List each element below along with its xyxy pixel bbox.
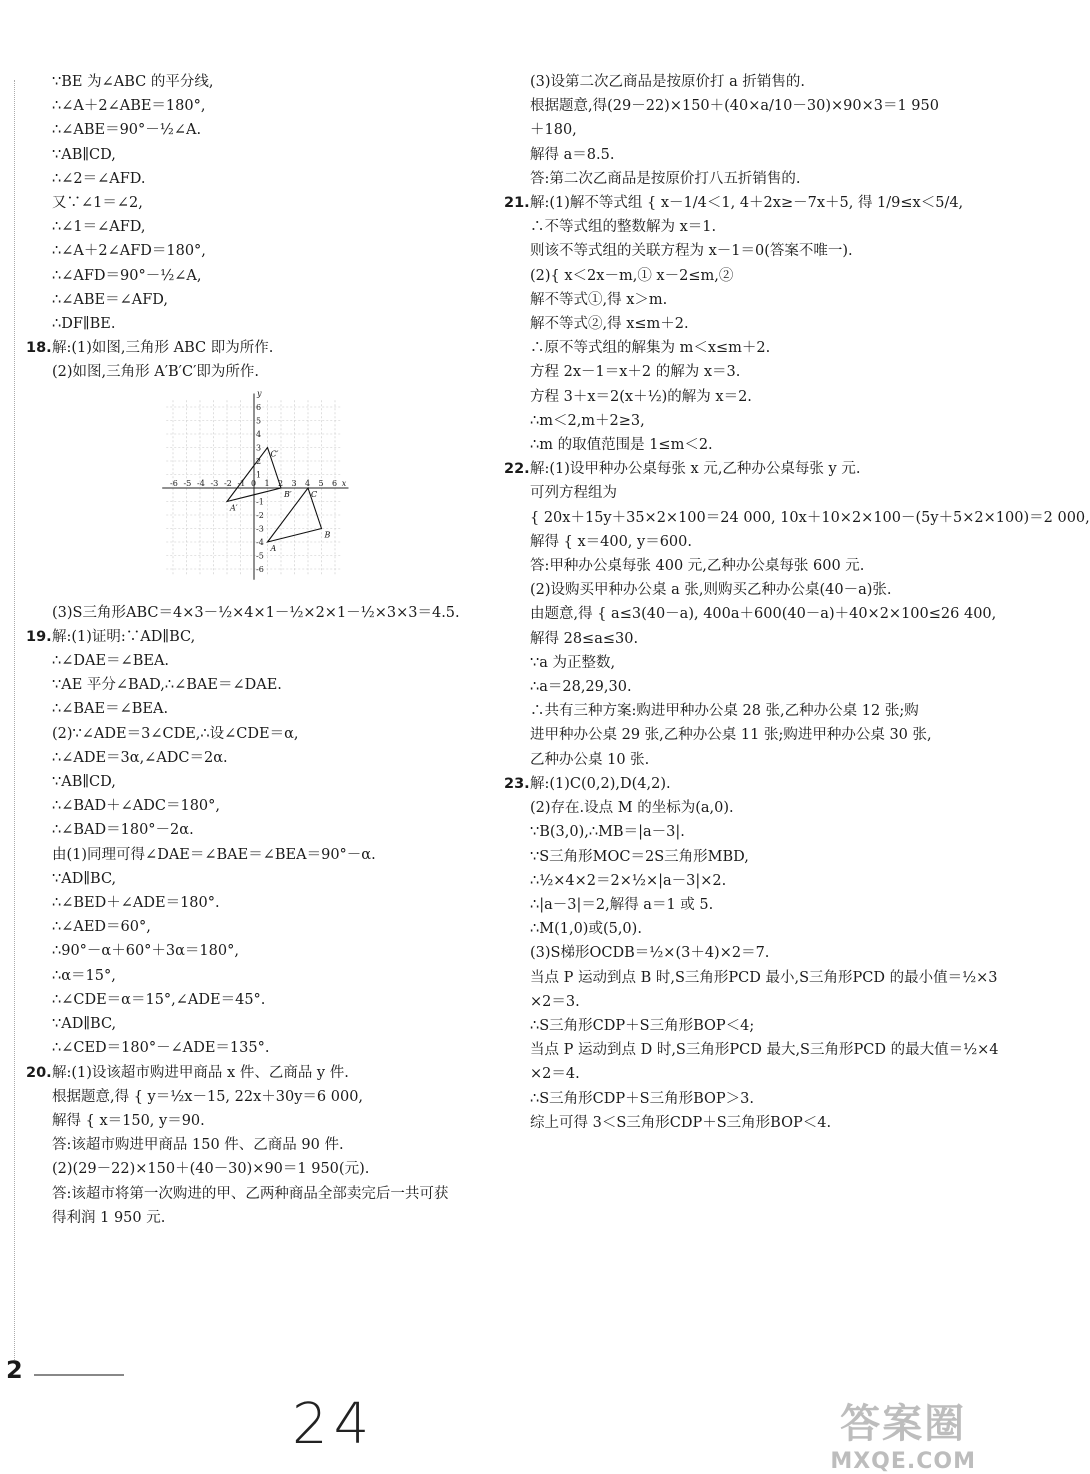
q23-line-15: 综上可得 3＜S三角形CDP＋S三角形BOP＜4.	[530, 1114, 832, 1131]
q17-line-8: ∴∠A＋2∠AFD＝180°,	[52, 243, 206, 260]
q19-line-17: ∵AD∥BC,	[52, 1016, 117, 1033]
q17-line-4: ∵AB∥CD,	[52, 146, 116, 163]
q21-line-2: ∴不等式组的整数解为 x＝1.	[530, 219, 717, 236]
q23-line-5: ∴½×4×2＝2×½×|a－3|×2.	[530, 872, 727, 889]
y-tick-label: 3	[256, 443, 262, 453]
x-tick-label: -5	[183, 478, 192, 488]
q18-number: 18.	[26, 340, 52, 357]
q17-line-5: ∴∠2＝∠AFD.	[52, 170, 146, 187]
q19-line-10: 由(1)同理可得∠DAE＝∠BAE＝∠BEA＝90°－α.	[52, 846, 376, 863]
q17-line-3: ∴∠ABE＝90°－½∠A.	[52, 122, 202, 139]
q20-line-3: 解得 { x＝150, y＝90.	[52, 1112, 205, 1129]
q20c-line-2: 根据题意,得(29－22)×150＋(40×a/10－30)×90×3＝1 950	[530, 98, 939, 115]
q20c-line-3: ＋180,	[530, 122, 577, 139]
triangle-a1b1c1-vertex-label: C′	[270, 449, 279, 459]
q20-solution	[52, 1085, 482, 1230]
q17-line-2: ∴∠A＋2∠ABE＝180°,	[52, 98, 206, 115]
q19-line-14: ∴90°－α＋60°＋3α＝180°,	[52, 943, 239, 960]
x-tick-label: 1	[264, 478, 270, 488]
q23-line-12: 当点 P 运动到点 D 时,S三角形PCD 最大,S三角形PCD 的最大值＝½×4	[530, 1042, 999, 1059]
right-column	[504, 70, 1090, 1135]
q23-line-7: ∴M(1,0)或(5,0).	[530, 921, 642, 938]
q17-line-1: ∵BE 为∠ABC 的平分线,	[52, 74, 214, 90]
q19-line-9: ∴∠BAD＝180°－2α.	[52, 822, 194, 839]
q20c-line-4: 解得 a＝8.5.	[530, 146, 615, 163]
q17-line-9: ∴∠AFD＝90°－½∠A,	[52, 267, 202, 284]
q21-line-11: ∴m 的取值范围是 1≤m＜2.	[530, 437, 713, 454]
q18-line-2: (2)如图,三角形 A′B′C′即为所作.	[52, 364, 259, 381]
q18-line-1: 18.解:(1)如图,三角形 ABC 即为所作.	[52, 336, 482, 360]
coordinate-graph	[162, 388, 372, 591]
y-tick-label: 6	[256, 402, 262, 412]
x-tick-label: -1	[237, 478, 246, 488]
q22-line-10: ∴a＝28,29,30.	[530, 679, 632, 696]
y-tick-label: 5	[256, 416, 262, 426]
triangle-abc-vertex-label: C	[311, 489, 318, 499]
q23-line-10: ×2＝3.	[530, 993, 580, 1010]
y-tick-label: -1	[256, 497, 264, 507]
q23-line-2: (2)存在.设点 M 的坐标为(a,0).	[530, 800, 734, 817]
x-tick-label: 0	[251, 478, 257, 488]
q21-line-8: 方程 2x－1＝x＋2 的解为 x＝3.	[530, 364, 741, 381]
q22-line-5: 答:甲种办公桌每张 400 元,乙种办公桌每张 600 元.	[530, 558, 865, 575]
page-number-decoration	[34, 1374, 124, 1376]
x-tick-label: 5	[318, 478, 324, 488]
x-tick-label: -6	[170, 478, 178, 488]
left-column	[26, 70, 482, 1230]
x-tick-label: -3	[210, 478, 219, 488]
q22-line-7: 由题意,得 { a≤3(40－a), 400a＋600(40－a)＋40×2×100≤26 400,	[530, 606, 997, 623]
q21-line-5: 解不等式①,得 x＞m.	[530, 291, 668, 308]
x-tick-label: 2	[278, 478, 284, 488]
handwritten-number: 24	[292, 1392, 376, 1457]
q17-line-10: ∴∠ABE＝∠AFD,	[52, 291, 168, 308]
q22-solution	[530, 481, 1090, 771]
q21-solution	[530, 215, 980, 457]
q19-solution	[52, 649, 482, 1060]
triangle-abc-vertex-label: B	[324, 530, 331, 540]
q22-line-1: 22.解:(1)设甲种办公桌每张 x 元,乙种办公桌每张 y 元.	[530, 457, 980, 481]
q21-line-3: 则该不等式组的关联方程为 x－1＝0(答案不唯一).	[530, 243, 853, 260]
q22-line-4: 解得 { x＝400, y＝600.	[530, 533, 692, 550]
x-tick-label: 6	[332, 478, 338, 488]
q19-line-8: ∴∠BAD＋∠ADC＝180°,	[52, 798, 221, 815]
y-tick-label: -6	[256, 564, 264, 574]
q17-line-11: ∴DF∥BE.	[52, 316, 116, 333]
binding-margin-dots	[14, 80, 15, 1360]
q18-area-line: (3)S三角形ABC＝4×3－½×4×1－½×2×1－½×3×3＝4.5.	[52, 604, 460, 621]
q20-line-2: 根据题意,得 { y＝½x－15, 22x＋30y＝6 000,	[52, 1088, 364, 1105]
q19-line-13: ∴∠AED＝60°,	[52, 919, 151, 936]
y-tick-label: 1	[256, 470, 262, 480]
triangle-a1b1c1-vertex-label: A′	[230, 503, 238, 513]
triangle-abc-vertex-label: A	[270, 543, 277, 553]
q19-line-4: ∴∠BAE＝∠BEA.	[52, 701, 169, 718]
q19-line-15: ∴α＝15°,	[52, 967, 116, 984]
y-tick-label: -2	[256, 510, 264, 520]
x-tick-label: 3	[291, 478, 297, 488]
q20-line-1: 20.解:(1)设该超市购进甲商品 x 件、乙商品 y 件.	[52, 1061, 482, 1085]
q20-line-5: (2)(29－22)×150＋(40－30)×90＝1 950(元).	[52, 1161, 370, 1178]
q21-line-7: ∴原不等式组的解集为 m＜x≤m＋2.	[530, 340, 771, 357]
q21-line-9: 方程 3＋x＝2(x＋½)的解为 x＝2.	[530, 388, 752, 405]
q19-line-12: ∴∠BED＋∠ADE＝180°.	[52, 895, 220, 912]
q20c-line-1: (3)设第二次乙商品是按原价打 a 折销售的.	[530, 74, 806, 90]
y-tick-label: 4	[256, 429, 262, 439]
q19-line-18: ∴∠CED＝180°－∠ADE＝135°.	[52, 1040, 270, 1057]
q17-line-6: 又∵∠1＝∠2,	[52, 195, 143, 212]
q19-line-3: ∵AE 平分∠BAD,∴∠BAE＝∠DAE.	[52, 677, 282, 694]
q23-line-6: ∴|a－3|＝2,解得 a＝1 或 5.	[530, 896, 714, 913]
q21-line-10: ∴m＜2,m＋2≥3,	[530, 412, 645, 429]
y-tick-label: -3	[256, 524, 264, 534]
q17-line-7: ∴∠1＝∠AFD,	[52, 219, 146, 236]
x-tick-label: -4	[197, 478, 205, 488]
q21-number: 21.	[504, 195, 530, 212]
q19-line-11: ∵AD∥BC,	[52, 870, 117, 887]
q22-line-9: ∵a 为正整数,	[530, 654, 616, 671]
q20c-line-5: 答:第二次乙商品是按原价打八五折销售的.	[530, 170, 801, 187]
q20-line-7: 得利润 1 950 元.	[52, 1209, 166, 1226]
q22-line-3: { 20x＋15y＋35×2×100＝24 000, 10x＋10×2×100－(5y＋5×2×100)＝2 000,	[530, 509, 1090, 526]
q19-line-1: 19.解:(1)证明:∵AD∥BC,	[52, 625, 482, 649]
q23-number: 23.	[504, 775, 530, 792]
q19-line-6: ∴∠ADE＝3α,∠ADC＝2α.	[52, 749, 228, 766]
y-axis-label: y	[257, 388, 262, 398]
y-tick-label: 2	[256, 456, 262, 466]
q22-line-2: 可列方程组为	[530, 485, 617, 502]
q23-line-9: 当点 P 运动到点 B 时,S三角形PCD 最小,S三角形PCD 的最小值＝½×3	[530, 969, 998, 986]
watermark-line-2: MXQE.COM	[830, 1449, 976, 1474]
q20-line-4: 答:该超市购进甲商品 150 件、乙商品 90 件.	[52, 1137, 344, 1154]
y-tick-label: -4	[256, 537, 264, 547]
q20-part3-solution	[530, 70, 980, 191]
y-tick-label: -5	[256, 551, 264, 561]
x-tick-label: 4	[305, 478, 311, 488]
q22-line-12: 进甲种办公桌 29 张,乙种办公桌 11 张;购进甲种办公桌 30 张,	[530, 727, 932, 744]
q21-line-1: 21.解:(1)解不等式组 { x－1/4＜1, 4＋2x≥－7x＋5, 得 1/9≤x＜5/4,	[530, 191, 980, 215]
q22-number: 22.	[504, 461, 530, 478]
q19-line-16: ∴∠CDE＝α＝15°,∠ADE＝45°.	[52, 991, 266, 1008]
q21-line-4: (2){ x＜2x－m,① x－2≤m,②	[530, 267, 734, 284]
page-number: 2	[6, 1356, 23, 1384]
q19-number: 19.	[26, 628, 52, 645]
q23-line-4: ∵S三角形MOC＝2S三角形MBD,	[530, 848, 749, 865]
q22-line-11: ∴共有三种方案:购进甲种办公桌 28 张,乙种办公桌 12 张;购	[530, 703, 919, 720]
q20-line-6: 答:该超市将第一次购进的甲、乙两种商品全部卖完后一共可获	[52, 1185, 449, 1202]
triangle-a1b1c1-vertex-label: B′	[284, 489, 292, 499]
q23-line-3: ∵B(3,0),∴MB＝|a－3|.	[530, 824, 685, 841]
q23-line-8: (3)S梯形OCDB＝½×(3＋4)×2＝7.	[530, 945, 770, 962]
q23-line-13: ×2＝4.	[530, 1066, 580, 1083]
q22-line-8: 解得 28≤a≤30.	[530, 630, 639, 647]
q19-line-2: ∴∠DAE＝∠BEA.	[52, 653, 170, 670]
watermark-logo	[830, 1392, 976, 1474]
q23-line-11: ∴S三角形CDP＋S三角形BOP＜4;	[530, 1017, 755, 1034]
x-tick-label: -2	[224, 478, 232, 488]
q19-line-7: ∵AB∥CD,	[52, 774, 116, 791]
q22-line-13: 乙种办公桌 10 张.	[530, 751, 650, 768]
watermark-line-1: 答案圈	[840, 1401, 967, 1447]
q21-line-6: 解不等式②,得 x≤m＋2.	[530, 316, 689, 333]
q23-line-1: 23.解:(1)C(0,2),D(4,2).	[530, 772, 980, 796]
q22-line-6: (2)设购买甲种办公桌 a 张,则购买乙种办公桌(40－a)张.	[530, 582, 892, 599]
x-axis-label: x	[341, 478, 347, 488]
q20-number: 20.	[26, 1064, 52, 1081]
q23-solution	[530, 796, 999, 1135]
q17-solution	[52, 70, 482, 336]
q23-line-14: ∴S三角形CDP＋S三角形BOP＞3.	[530, 1090, 754, 1107]
q19-line-5: (2)∵∠ADE＝3∠CDE,∴设∠CDE＝α,	[52, 725, 299, 742]
